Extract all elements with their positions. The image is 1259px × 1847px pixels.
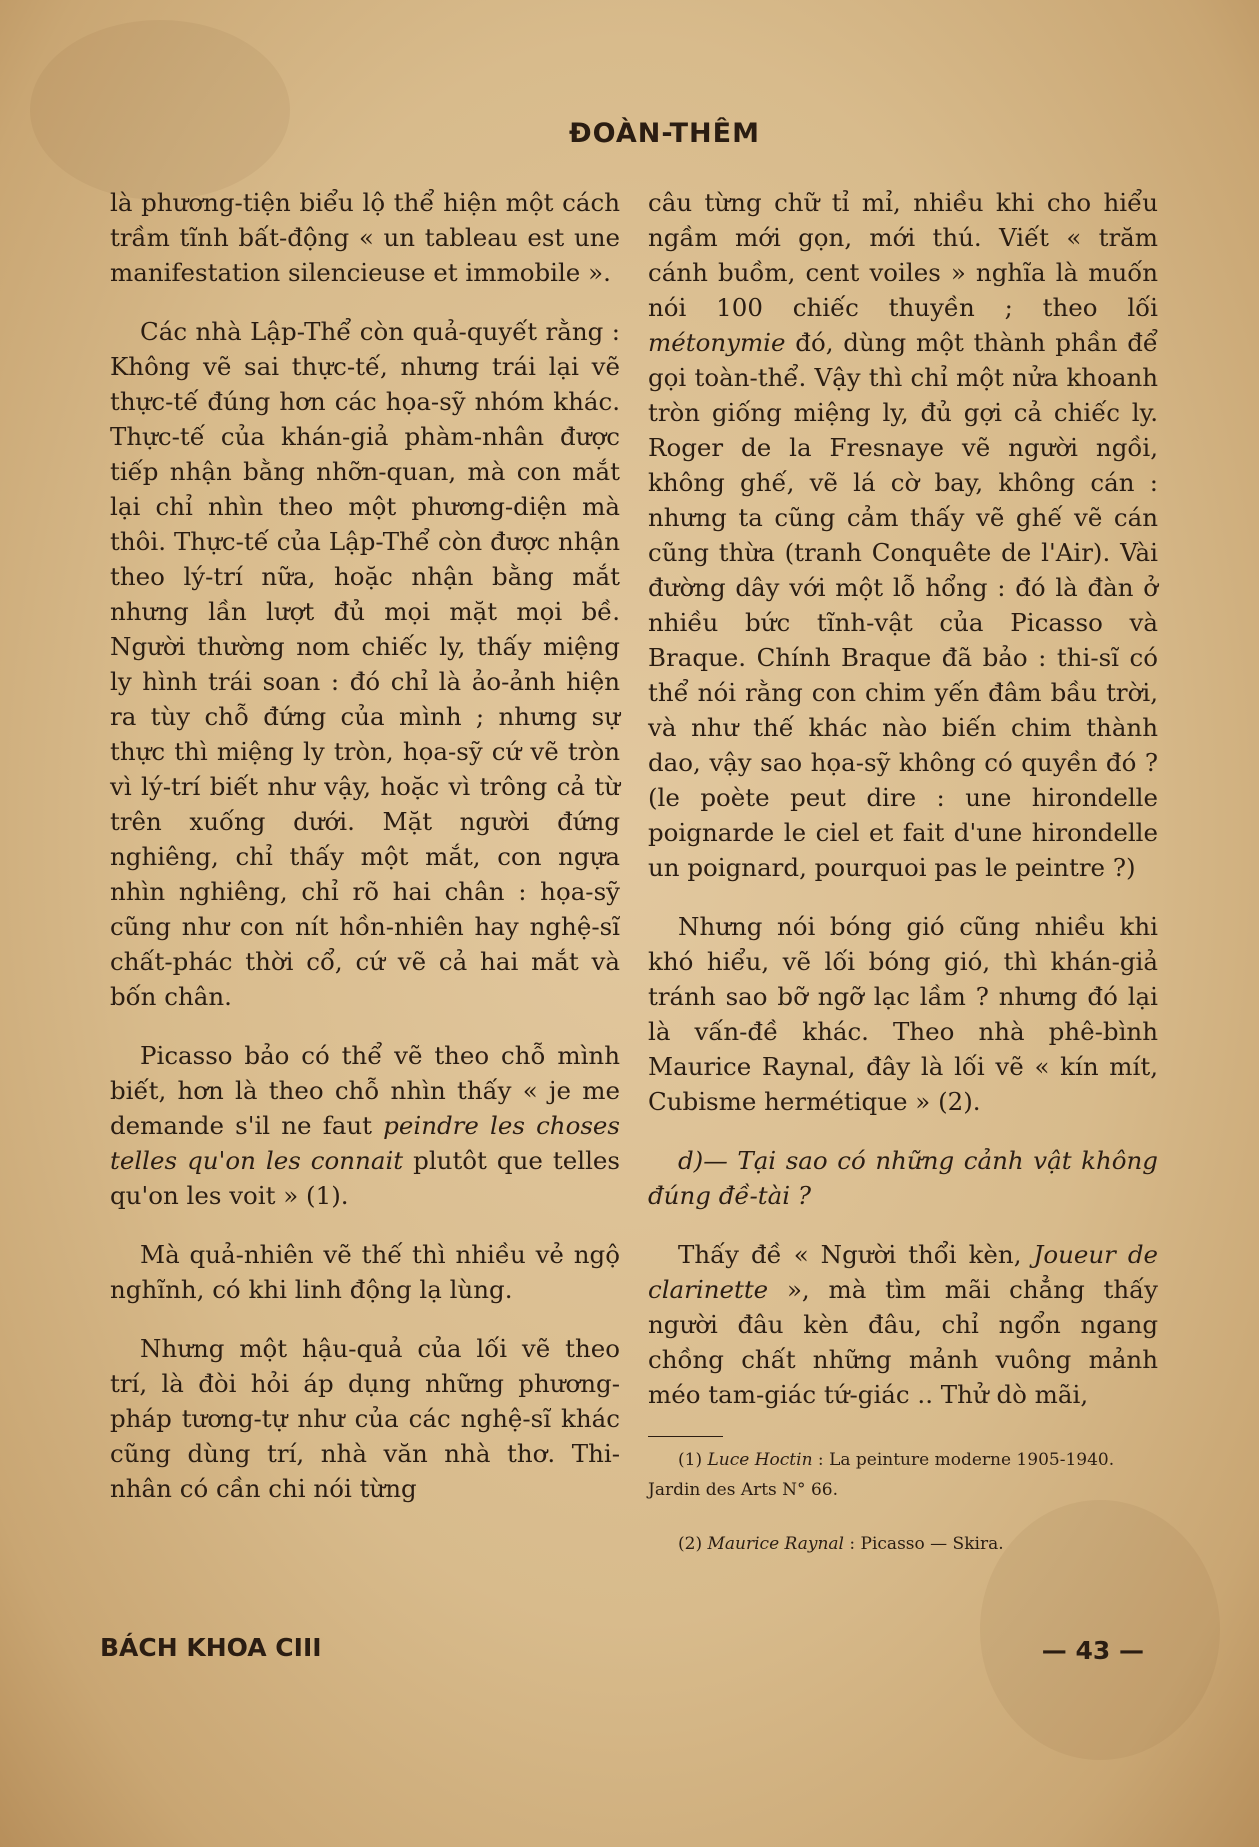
section-heading: d)— Tại sao có những cảnh vật không đúng đề-tài ?	[648, 1146, 1158, 1210]
paragraph: Nhưng nói bóng gió cũng nhiều khi khó hiểu, vẽ lối bóng gió, thì khán-giả tránh sao bỡ ngỡ lạc lầm ? nhưng đó lại là vấn-đề khác. Theo nhà phê-bình Maurice Raynal, đây là lối vẽ « kín mít, Cubisme hermétique » (2).	[648, 912, 1158, 1116]
footnote-text: : Picasso — Skira.	[844, 1534, 1004, 1554]
publication-name: BÁCH KHOA CIII	[100, 1633, 322, 1662]
footnote-author: Luce Hoctin	[707, 1450, 813, 1470]
footnote	[648, 1529, 1158, 1559]
paragraph	[648, 1237, 1158, 1412]
paragraph: Các nhà Lập-Thể còn quả-quyết rằng : Không vẽ sai thực-tế, nhưng trái lại vẽ thực-tế đúng hơn các họa-sỹ nhóm khác. Thực-tế của khán-giả phàm-nhân được tiếp nhận bằng nhỡn-quan, mà con mắt lại chỉ nhìn theo một phương-diện mà thôi. Thực-tế của Lập-Thể còn được nhận theo lý-trí nữa, hoặc nhận bằng mắt nhưng lần lượt đủ mọi mặt mọi bề. Người thường nom chiếc ly, thấy miệng ly hình trái soan : đó chỉ là ảo-ảnh hiện ra tùy chỗ đứng của mình ; nhưng sự thực thì miệng ly tròn, họa-sỹ cứ vẽ tròn vì lý-trí biết như vậy, hoặc vì trông cả từ trên xuống dưới. Mặt người đứng nghiêng, chỉ thấy một mắt, con ngựa nhìn nghiêng, chỉ rõ hai chân : họa-sỹ cũng như con nít hồn-nhiên hay nghệ-sĩ chất-phác thời cổ, cứ vẽ cả hai mắt và bốn chân.	[110, 317, 620, 1011]
paragraph: Nhưng một hậu-quả của lối vẽ theo trí, là đòi hỏi áp dụng những phương-pháp tương-tự như của các nghệ-sĩ khác cũng dùng trí, nhà văn nhà thơ. Thi-nhân có cần chi nói từng	[110, 1334, 620, 1503]
paragraph	[648, 185, 1158, 885]
running-header: ĐOÀN-THÊM	[569, 118, 760, 149]
text-run: câu từng chữ tỉ mỉ, nhiều khi cho hiểu ngầm mới gọn, mới thú. Viết « trăm cánh buồm, cent voiles » nghĩa là muốn nói 100 chiếc thuyền ; theo lối	[648, 188, 1158, 322]
footnote-divider	[648, 1436, 723, 1437]
right-column	[648, 185, 1158, 1583]
text-run: đó, dùng một thành phần để gọi toàn-thể. Vậy thì chỉ một nửa khoanh tròn giống miệng ly, đủ gợi cả chiếc ly. Roger de la Fresnaye vẽ người ngồi, không ghế, vẽ lá cờ bay, không cán : nhưng ta cũng cảm thấy vẽ ghế vẽ cán cũng thừa (tranh Conquête de l'Air). Vài đường dây với một lỗ hổng : đó là đàn ở nhiều bức tĩnh-vật của Picasso và Braque. Chính Braque đã bảo : thi-sĩ có thể nói rằng con chim yến đâm bầu trời, và như thế khác nào biến chim thành dao, vậy sao họa-sỹ không có quyền đó ? (le poète peut dire : une hirondelle poignarde le ciel et fait d'une hirondelle un poignard, pourquoi pas le peintre ?)	[648, 328, 1158, 882]
footnote-number: (1)	[678, 1450, 703, 1470]
text-run: plutôt que telles qu'on les voit » (1).	[110, 1146, 620, 1210]
footnote	[648, 1445, 1158, 1505]
footnote-author: Maurice Raynal	[707, 1534, 844, 1554]
footnote-number: (2)	[678, 1534, 703, 1554]
italic-title: Joueur de clarinette	[648, 1240, 1159, 1304]
paragraph: là phương-tiện biểu lộ thể hiện một cách trầm tĩnh bất-động « un tableau est une manifestation silencieuse et immobile ».	[110, 188, 620, 287]
italic-term: métonymie	[648, 328, 786, 357]
paragraph: Mà quả-nhiên vẽ thế thì nhiều vẻ ngộ nghĩnh, có khi linh động lạ lùng.	[110, 1240, 620, 1304]
text-run: Picasso bảo có thể vẽ theo chỗ mình biết, hơn là theo chỗ nhìn thấy « je me demande s'il ne faut	[110, 1041, 620, 1140]
footnote-text: : La peinture moderne 1905-1940. Jardin des Arts N° 66.	[648, 1450, 1115, 1500]
italic-quote: peindre les choses telles qu'on les connait	[110, 1111, 620, 1175]
paragraph	[110, 1038, 620, 1213]
text-run: Thấy đề « Người thổi kèn,	[678, 1240, 1034, 1269]
left-column	[110, 185, 620, 1530]
page-number: — 43 —	[1041, 1636, 1144, 1665]
paper-stain	[30, 20, 290, 200]
text-run: », mà tìm mãi chẳng thấy người đâu kèn đâu, chỉ ngổn ngang chồng chất những mảnh vuông mảnh méo tam-giác tứ-giác .. Thử dò mãi,	[648, 1275, 1158, 1409]
